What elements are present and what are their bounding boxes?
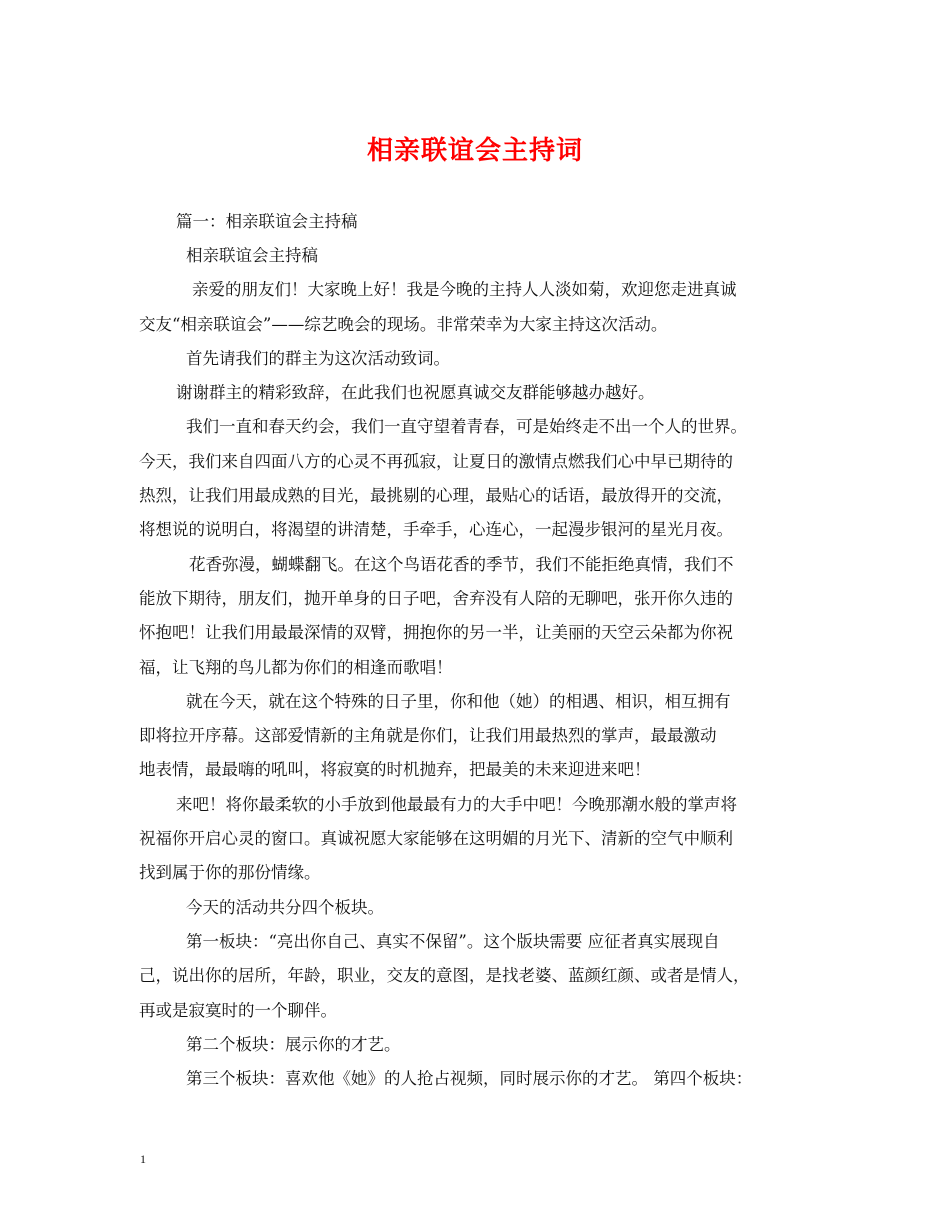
paragraph-line: 即将拉开序幕。这部爱情新的主角就是你们，让我们用最热烈的掌声，最最激动 (139, 726, 717, 745)
paragraph-line: 亲爱的朋友们！大家晚上好！我是今晚的主持人人淡如菊，欢迎您走进真诚 (192, 280, 737, 299)
paragraph-line: 福，让飞翔的鸟儿都为你们的相逢而歌唱！ (139, 658, 453, 677)
paragraph-line: 找到属于你的那份情缘。 (139, 863, 321, 882)
page-number: 1 (140, 1152, 146, 1166)
paragraph-line: 就在今天，就在这个特殊的日子里，你和他（她）的相遇、相识，相互拥有 (186, 692, 731, 711)
paragraph-line: 地表情，最最嗨的吼叫，将寂寞的时机抛弃，把最美的未来迎进来吧！ (139, 760, 651, 779)
paragraph-line: 再或是寂寞时的一个聊伴。 (139, 1001, 337, 1020)
paragraph-line: 祝福你开启心灵的窗口。真诚祝愿大家能够在这明媚的月光下、清新的空气中顺利 (139, 829, 733, 848)
paragraph-line: 谢谢群主的精彩致辞，在此我们也祝愿真诚交友群能够越办越好。 (176, 383, 655, 402)
paragraph-line: 相亲联谊会主持稿 (186, 246, 318, 265)
paragraph-line: 热烈，让我们用最成熟的目光，最挑剔的心理，最贴心的话语，最放得开的交流， (139, 486, 733, 505)
paragraph-line: 今天，我们来自四面八方的心灵不再孤寂，让夏日的激情点燃我们心中早已期待的 (139, 452, 733, 471)
paragraph-line: 能放下期待，朋友们，抛开单身的日子吧，舍弃没有人陪的无聊吧，张开你久违的 (139, 589, 733, 608)
paragraph-line: 己，说出你的居所，年龄，职业，交友的意图，是找老婆、蓝颜红颜、或者是情人， (139, 966, 750, 985)
paragraph-line: 篇一：相亲联谊会主持稿 (176, 212, 358, 231)
paragraph-line: 将想说的说明白，将渴望的讲清楚，手牵手，心连心，一起漫步银河的星光月夜。 (139, 520, 733, 539)
paragraph-line: 来吧！将你最柔软的小手放到他最最有力的大手中吧！今晚那潮水般的掌声将 (176, 795, 737, 814)
paragraph-line: 交友“相亲联谊会”——综艺晚会的现场。非常荣幸为大家主持这次活动。 (139, 315, 668, 334)
paragraph-line: 首先请我们的群主为这次活动致词。 (186, 349, 450, 368)
paragraph-line: 今天的活动共分四个板块。 (186, 898, 384, 917)
paragraph-line: 第二个板块：展示你的才艺。 (186, 1035, 401, 1054)
paragraph-line: 花香弥漫，蝴蝶翻飞。在这个鸟语花香的季节，我们不能拒绝真情，我们不 (189, 555, 734, 574)
paragraph-line: 我们一直和春天约会，我们一直守望着青春，可是始终走不出一个人的世界。 (186, 417, 747, 436)
document-title: 相亲联谊会主持词 (366, 136, 583, 166)
paragraph-line: 第一板块：“亮出你自己、真实不保留”。这个版块需要 应征者真实展现自 (186, 932, 720, 951)
paragraph-line: 第三个板块：喜欢他《她》的人抢占视频，同时展示你的才艺。 第四个板块： (186, 1069, 753, 1088)
paragraph-line: 怀抱吧！让我们用最最深情的双臂，拥抱你的另一半，让美丽的天空云朵都为你祝 (139, 623, 733, 642)
